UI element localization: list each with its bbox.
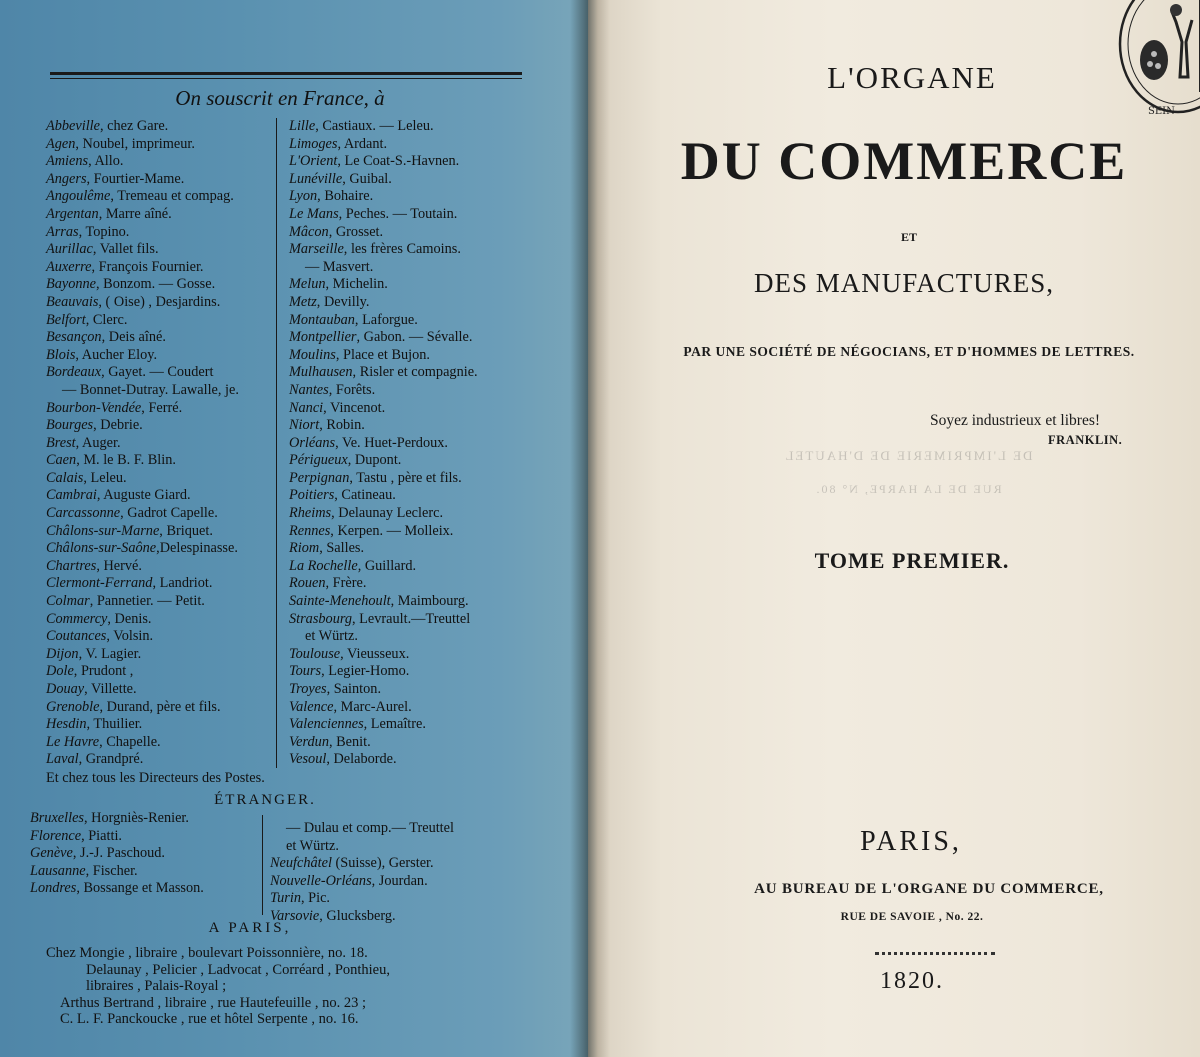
city-name: Nantes (289, 381, 329, 398)
city-name: Chartres (46, 557, 97, 574)
city-name: Commercy (46, 610, 108, 627)
city-name: Florence (30, 827, 82, 844)
city-name: Aurillac (46, 241, 93, 258)
bookseller-name: , Allo. (88, 153, 124, 170)
bookseller-name: , Hervé. (96, 557, 142, 574)
epigraph-author: FRANKLIN. (1048, 433, 1123, 447)
subscriber-entry (289, 171, 478, 189)
bookseller-name: , Topino. (78, 223, 130, 240)
bookseller-name: , Ardant. (337, 135, 388, 152)
bookseller-name: , Deis aîné. (101, 329, 166, 346)
city-name: Tours (289, 663, 322, 680)
subscriber-entry (30, 845, 204, 863)
city-name: Rouen (289, 575, 326, 592)
bookseller-name: , Auguste Giard. (96, 487, 191, 504)
subscriber-entry (289, 259, 478, 277)
city-name: Genève (30, 845, 73, 862)
bookseller-name: , Gadrot Capelle. (120, 505, 218, 522)
bookseller-name: , Villette. (84, 681, 137, 697)
city-name: Beauvais (46, 293, 99, 310)
subscriber-entry (46, 206, 239, 224)
bookseller-name: , M. le B. F. Blin. (76, 452, 176, 469)
bookseller-name: , Vieusseux. (340, 645, 410, 662)
stamp-text: SEIN (1148, 106, 1175, 117)
subscribers-right-column (289, 118, 478, 769)
subscriber-entry (46, 417, 239, 435)
bookseller-name: (Suisse), Gerster. (331, 855, 434, 872)
subscriber-entry (46, 575, 239, 593)
subscriber-entry (46, 435, 239, 453)
volume-label: TOME PREMIER. (814, 548, 1010, 573)
city-name: Bourbon-Vendée (46, 399, 142, 416)
bookseller-name: , Horgniès-Renier. (84, 810, 189, 826)
city-name: Amiens (46, 153, 89, 170)
subscriber-entry (289, 294, 478, 312)
subscriber-entry (270, 820, 454, 838)
bookseller-name: , Ve. Huet-Perdoux. (335, 434, 448, 451)
subscriber-entry (46, 329, 239, 347)
city-name: Vesoul (289, 751, 327, 768)
city-name: Lyon (289, 188, 318, 205)
subscriber-entry (46, 276, 239, 294)
subscriber-entry (46, 681, 239, 699)
double-rule (50, 72, 522, 75)
title-manufactures: DES MANUFACTURES, (753, 268, 1055, 298)
subscriber-entry (46, 593, 239, 611)
subscriber-entry (289, 716, 478, 734)
bookseller-name: , Thuilier. (86, 716, 143, 733)
bookseller-name: , Bohaire. (317, 188, 374, 205)
city-name: Strasbourg (289, 610, 353, 627)
bookseller-name: , Vincenot. (323, 399, 386, 416)
bookseller-name: , Legier-Homo. (321, 663, 410, 680)
city-name: Valence (289, 698, 334, 715)
paris-line: C. L. F. Panckoucke , rue et hôtel Serpente , no. 16. (60, 1011, 359, 1027)
subscriber-entry (46, 118, 239, 136)
bookseller-name: , Risler et compagnie. (352, 364, 478, 381)
subscriber-entry (46, 312, 239, 330)
city-name: Londres (30, 880, 77, 897)
city-name: Lausanne (30, 862, 86, 879)
bookseller-name: , Prudont , (73, 663, 134, 680)
bookseller-name: ,Delespinasse. (156, 540, 238, 557)
paris-line: libraires , Palais-Royal ; (86, 978, 227, 994)
city-name: Laval (46, 751, 79, 768)
city-name: Dijon (46, 645, 79, 662)
subscriber-entry (289, 136, 478, 154)
city-name: L'Orient (289, 153, 338, 170)
subscriber-entry (289, 487, 478, 505)
bookseller-name: , Delaunay Leclerc. (331, 505, 444, 522)
subscriber-entry (46, 452, 239, 470)
city-name: Douay (46, 681, 85, 697)
bookseller-name: , J.-J. Paschoud. (72, 845, 165, 862)
title-commerce: DU COMMERCE (680, 131, 1128, 191)
bookseller-name: , Chapelle. (99, 733, 161, 750)
subscriber-entry (289, 593, 478, 611)
bookseller-name: — Bonnet-Dutray. Lawalle, je. (62, 381, 239, 398)
city-name: Rennes (289, 522, 331, 539)
subscriber-entry (46, 347, 239, 365)
title-et: ET (900, 230, 917, 244)
bookseller-name: , Grandpré. (78, 751, 144, 768)
subscriber-entry (289, 382, 478, 400)
city-name: Angoulême (46, 188, 111, 205)
subscriber-entry (270, 890, 454, 908)
library-stamp-icon (1112, 0, 1200, 132)
title-lorgane: L'ORGANE (827, 60, 997, 95)
subscriber-entry (46, 259, 239, 277)
city-name: Grenoble (46, 698, 100, 715)
city-name: Rheims (289, 505, 332, 522)
city-name: Angers (46, 170, 87, 187)
bookseller-name: , Volsin. (106, 628, 154, 645)
subscriber-entry (289, 575, 478, 593)
city-name: Auxerre (46, 258, 92, 275)
bookseller-name: , Pic. (301, 890, 330, 907)
subscriber-entry (46, 716, 239, 734)
bookseller-name: , Catineau. (334, 487, 396, 504)
bookseller-name: , Le Coat-S.-Havnen. (337, 153, 460, 170)
bookseller-name: , Pannetier. — Petit. (89, 593, 205, 610)
subscriber-entry (289, 400, 478, 418)
subscriber-entry (46, 153, 239, 171)
subscriber-entry (46, 171, 239, 189)
city-name: Montauban (289, 311, 355, 328)
bookseller-name: , Grosset. (328, 223, 384, 240)
subscriber-entry (289, 188, 478, 206)
bleed-through-text: DE L'IMPRIMERIE DE D'HAUTEL (783, 448, 1033, 463)
subscriber-entry (289, 681, 478, 699)
subscriber-entry (46, 751, 239, 769)
subscriber-entry (46, 663, 239, 681)
bookseller-name: , Salles. (319, 540, 365, 557)
subscriber-entry (30, 828, 204, 846)
city-name: Le Havre (46, 733, 100, 750)
subscriber-entry (46, 136, 239, 154)
city-name: Limoges (289, 135, 338, 152)
foreign-right-column (270, 820, 454, 926)
imprint-publisher: AU BUREAU DE L'ORGANE DU COMMERCE, (754, 881, 1104, 897)
city-name: Bourges (46, 417, 94, 434)
city-name: Le Mans (289, 205, 339, 222)
city-name: Melun (289, 276, 326, 293)
subscriber-entry (46, 364, 239, 382)
subscriber-entry (289, 751, 478, 769)
city-name: Caen (46, 452, 77, 469)
etranger-title: ÉTRANGER. (214, 792, 316, 808)
subscriber-entry (289, 329, 478, 347)
paris-booksellers (46, 945, 390, 1028)
city-name: Toulouse (289, 645, 341, 662)
subscriber-entry (289, 347, 478, 365)
city-name: Clermont-Ferrand (46, 575, 153, 592)
city-name: Montpellier (289, 329, 357, 346)
subscriber-entry (30, 880, 204, 898)
city-name: Poitiers (289, 487, 335, 504)
subscriber-entry (46, 382, 239, 400)
subscriber-entry (289, 435, 478, 453)
bookseller-name: , Delaborde. (326, 751, 397, 768)
bookseller-name: , Aucher Eloy. (75, 346, 158, 363)
subscriber-entry (289, 241, 478, 259)
subscriber-entry (289, 224, 478, 242)
paris-heading: A PARIS, (208, 920, 292, 936)
paris-line: Delaunay , Pelicier , Ladvocat , Corréard , Ponthieu, (86, 961, 390, 978)
imprint-city: PARIS, (860, 826, 962, 857)
city-name: Perpignan (289, 469, 350, 486)
bookseller-name: , Fischer. (85, 862, 138, 879)
city-name: Châlons-sur-Saône (46, 540, 157, 557)
subscriber-entry (46, 224, 239, 242)
city-name: Belfort (46, 311, 86, 328)
bookseller-name: , les frères Camoins. (343, 241, 461, 258)
city-name: Valenciennes (289, 716, 364, 733)
column-divider (276, 118, 277, 768)
city-name: Bordeaux (46, 364, 102, 381)
city-name: Châlons-sur-Marne (46, 522, 160, 539)
city-name: Agen (46, 135, 76, 152)
subscriber-entry (289, 505, 478, 523)
bookseller-name: , Auger. (75, 434, 121, 451)
subscriber-entry (46, 241, 239, 259)
city-name: Neufchâtel (270, 855, 332, 872)
city-name: Sainte-Menehoult (289, 593, 391, 610)
bookseller-name: , Dupont. (347, 452, 402, 469)
subscriber-entry (46, 611, 239, 629)
subscriber-entry (289, 118, 478, 136)
city-name: Verdun (289, 733, 329, 750)
subscriber-entry (289, 364, 478, 382)
bookseller-name: , Leleu. (83, 469, 127, 486)
subscriber-entry (289, 540, 478, 558)
city-name: Orléans (289, 434, 336, 451)
city-name: Abbeville (46, 118, 100, 134)
bookseller-name: , François Fournier. (91, 258, 204, 275)
subscriber-entry (46, 188, 239, 206)
city-name: Nouvelle-Orléans (270, 872, 372, 889)
subscriber-entry (46, 487, 239, 505)
city-name: Troyes (289, 681, 327, 697)
paris-line: Chez Mongie , libraire , boulevart Poissonnière, no. 18. (46, 945, 368, 961)
bookseller-name: , Tremeau et compag. (110, 188, 234, 205)
subscriber-entry (289, 699, 478, 717)
city-name: Moulins (289, 346, 336, 363)
bookseller-name: et Würtz. (305, 628, 358, 645)
city-name: Nanci (289, 399, 324, 416)
subscriber-entry (289, 628, 478, 646)
bookseller-name: , Durand, père et fils. (99, 698, 221, 715)
bookseller-name: — Masvert. (305, 258, 374, 275)
city-name: Périgueux (289, 452, 348, 469)
epigraph: Soyez industrieux et libres! (930, 412, 1101, 429)
subscriber-entry (30, 863, 204, 881)
bookseller-name: , Denis. (107, 610, 152, 627)
subscriber-entry (46, 294, 239, 312)
subscriber-entry (46, 699, 239, 717)
bookseller-name: , Piatti. (81, 827, 122, 844)
city-name: Mâcon (289, 223, 329, 240)
subscriber-entry (46, 540, 239, 558)
city-name: Coutances (46, 628, 107, 645)
bookseller-name: , Noubel, imprimeur. (75, 135, 195, 152)
city-name: Dole (46, 663, 74, 680)
bookseller-name: , Sainton. (326, 681, 382, 697)
bookseller-name: , Robin. (319, 417, 365, 434)
book-gutter (570, 0, 610, 1057)
city-name: Lille (289, 118, 316, 134)
subscriber-entry (46, 558, 239, 576)
subscriber-entry (289, 663, 478, 681)
subscribe-title: On souscrit en France, à (175, 86, 385, 110)
bookseller-name: , Debrie. (93, 417, 143, 434)
bookseller-name: et Würtz. (286, 837, 339, 854)
city-name: Lunéville (289, 170, 343, 187)
foreign-left-column (30, 810, 204, 898)
imprint-year: 1820. (880, 968, 944, 994)
subscriber-entry (289, 452, 478, 470)
subscriber-entry (46, 523, 239, 541)
city-name: Turin (270, 890, 301, 907)
bookseller-name: , Jourdan. (371, 872, 428, 889)
bookseller-name: , Devilly. (316, 293, 370, 310)
subscriber-entry (270, 855, 454, 873)
bookseller-name: , ( Oise) , Desjardins. (98, 293, 221, 310)
city-name: Mulhausen (289, 364, 353, 381)
city-name: Argentan (46, 205, 99, 222)
authors-line: PAR UNE SOCIÉTÉ DE NÉGOCIANS, ET D'HOMMES DE LETTRES. (683, 344, 1135, 359)
city-name: Carcassonne (46, 505, 121, 522)
bleed-through-text: RUE DE LA HARPE, N° 80. (814, 482, 1002, 496)
bookseller-name: , Guibal. (342, 170, 392, 187)
paris-line: Arthus Bertrand , libraire , rue Hautefeuille , no. 23 ; (60, 994, 367, 1011)
bookseller-name: , Marc-Aurel. (333, 698, 412, 715)
subscriber-entry (46, 646, 239, 664)
bookseller-name: , Tastu , père et fils. (349, 469, 462, 486)
bookseller-name: , Forêts. (328, 381, 376, 398)
bookseller-name: , Glucksberg. (319, 907, 396, 924)
bookseller-name: , Fourtier-Mame. (86, 170, 185, 187)
bookseller-name: , Benit. (328, 733, 371, 750)
city-name: Varsovie (270, 907, 320, 924)
subscriber-entry (46, 400, 239, 418)
bookseller-name: , Michelin. (325, 276, 388, 293)
city-name: Colmar (46, 593, 90, 610)
city-name: Bruxelles (30, 810, 84, 826)
ornamental-rule (875, 952, 995, 959)
subscriber-entry (289, 206, 478, 224)
bookseller-name: , chez Gare. (99, 118, 169, 134)
bookseller-name: , Gabon. — Sévalle. (356, 329, 473, 346)
subscriber-entry (46, 505, 239, 523)
foreign-column-divider (262, 815, 263, 915)
bookseller-name: , Ferré. (141, 399, 183, 416)
city-name: Cambrai (46, 487, 97, 504)
subscriber-entry (289, 276, 478, 294)
directeurs-line: Et chez tous les Directeurs des Postes. (46, 770, 265, 786)
bookseller-name: , Marre aîné. (98, 205, 172, 222)
city-name: Niort (289, 417, 320, 434)
subscriber-entry (46, 628, 239, 646)
city-name: La Rochelle (289, 557, 358, 574)
city-name: Besançon (46, 329, 102, 346)
bookseller-name: , Laforgue. (354, 311, 418, 328)
bookseller-name: , Briquet. (159, 522, 213, 539)
subscriber-entry (289, 153, 478, 171)
bookseller-name: , Levrault.—Treuttel (352, 610, 471, 627)
subscriber-entry (289, 417, 478, 435)
city-name: Metz (289, 293, 317, 310)
subscriber-entry (289, 523, 478, 541)
subscriber-entry (270, 838, 454, 856)
bookseller-name: , Vallet fils. (92, 241, 159, 258)
subscriber-entry (289, 611, 478, 629)
city-name: Hesdin (46, 716, 87, 733)
city-name: Calais (46, 469, 84, 486)
bookseller-name: , Clerc. (85, 311, 128, 328)
bookseller-name: , Place et Bujon. (335, 346, 430, 363)
bookseller-name: , Frère. (325, 575, 367, 592)
bookseller-name: , Bonzom. — Gosse. (96, 276, 216, 293)
bookseller-name: , Bossange et Masson. (76, 880, 204, 897)
title-page (588, 0, 1200, 1057)
subscriber-entry (46, 470, 239, 488)
subscriber-entry (289, 558, 478, 576)
city-name: Arras (46, 223, 79, 240)
bookseller-name: , Gayet. — Coudert (101, 364, 214, 381)
city-name: Brest (46, 434, 76, 451)
subscriber-entry (30, 810, 204, 828)
bookseller-name: , Maimbourg. (390, 593, 469, 610)
subscriber-entry (289, 470, 478, 488)
bookseller-name: , Castiaux. — Leleu. (315, 118, 434, 134)
city-name: Blois (46, 346, 76, 363)
bookseller-name: , V. Lagier. (78, 645, 142, 662)
blue-wrapper-page (0, 0, 588, 1057)
subscriber-entry (289, 734, 478, 752)
city-name: Marseille (289, 241, 344, 258)
bookseller-name: — Dulau et comp.— Treuttel (286, 820, 454, 836)
subscriber-entry (289, 312, 478, 330)
bookseller-name: , Kerpen. — Molleix. (330, 522, 454, 539)
bookseller-name: , Peches. — Toutain. (338, 205, 458, 222)
subscriber-entry (46, 734, 239, 752)
imprint-address: RUE DE SAVOIE , No. 22. (840, 911, 984, 923)
city-name: Bayonne (46, 276, 97, 293)
subscribers-left-column (46, 118, 239, 769)
subscriber-entry (289, 646, 478, 664)
bookseller-name: , Landriot. (152, 575, 213, 592)
bookseller-name: , Guillard. (357, 557, 417, 574)
bookseller-name: , Lemaître. (363, 716, 426, 733)
city-name: Riom (289, 540, 320, 557)
subscriber-entry (270, 873, 454, 891)
